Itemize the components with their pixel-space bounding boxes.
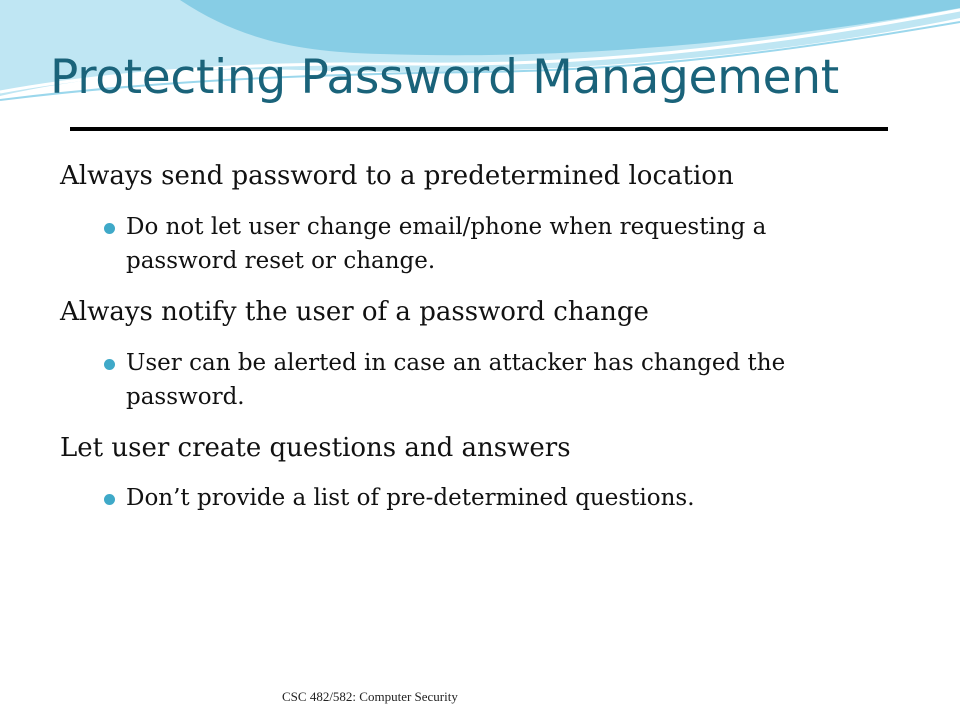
point-1-text: Always send password to a predetermined location (60, 161, 734, 191)
bullet-icon (104, 359, 115, 370)
bullet-icon (104, 494, 115, 505)
title-underline (70, 127, 888, 131)
slide-footer: CSC 482/582: Computer Security (282, 689, 458, 704)
point-1-subpoint: Do not let user change email/phone when requesting a password reset or change. (126, 214, 767, 274)
point-2-subpoint: User can be alerted in case an attacker has changed the password. (126, 350, 786, 410)
point-3-text: Let user create questions and answers (60, 433, 571, 463)
bullet-icon (104, 223, 115, 234)
slide-title: Protecting Password Management (50, 50, 839, 105)
point-3-subpoint: Don’t provide a list of pre-determined questions. (126, 485, 695, 511)
point-2-text: Always notify the user of a password change (60, 297, 649, 327)
